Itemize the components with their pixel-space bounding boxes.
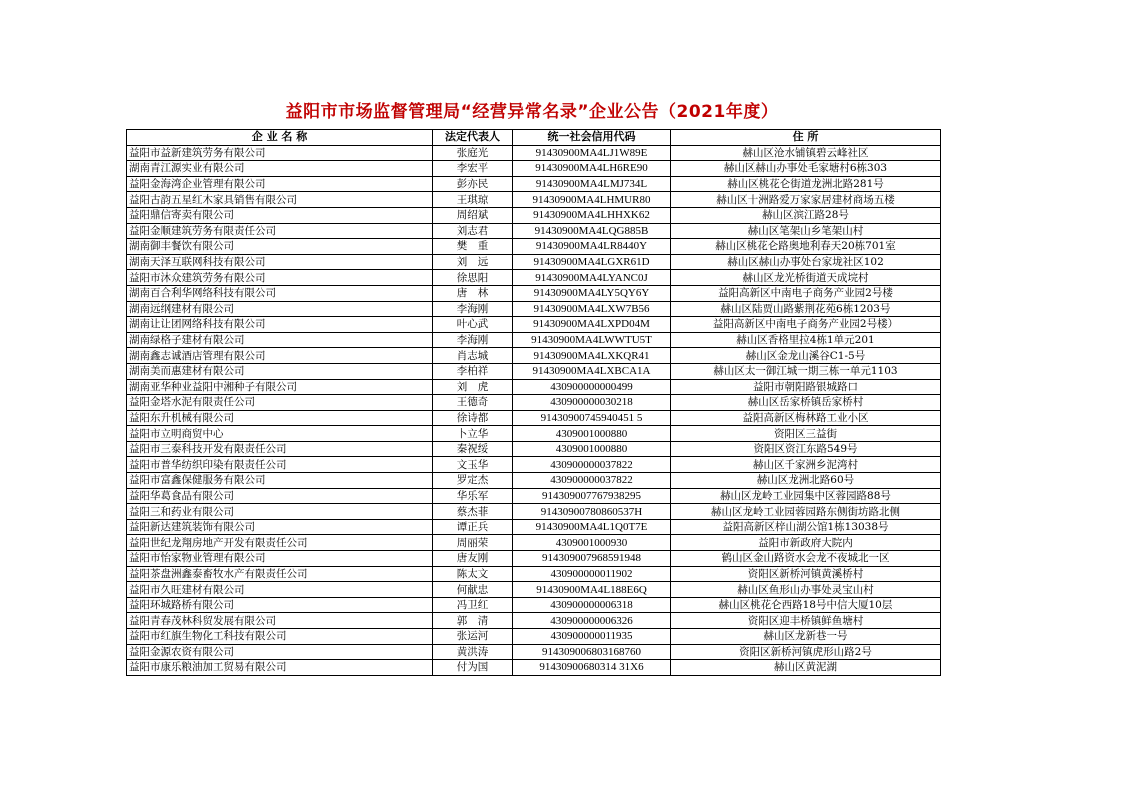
- cell-enterprise-name: 湖南美而惠建材有限公司: [127, 363, 433, 379]
- header-address: 住 所: [671, 130, 941, 146]
- cell-enterprise-name: 益阳市益新建筑劳务有限公司: [127, 145, 433, 161]
- cell-legal-representative: 蔡杰菲: [433, 504, 513, 520]
- table-row: [127, 582, 941, 598]
- table-row: [127, 566, 941, 582]
- page-title: 益阳市市场监督管理局“经营异常名录”企业公告（2021年度）: [285, 102, 779, 122]
- cell-enterprise-name: 益阳环城路桥有限公司: [127, 597, 433, 613]
- table-row: [127, 363, 941, 379]
- cell-address: 益阳高新区中南电子商务产业园2号楼）: [671, 317, 941, 333]
- cell-credit-code: 91430900MA4LH6RE90: [513, 161, 671, 177]
- cell-credit-code: 430900000011902: [513, 566, 671, 582]
- cell-credit-code: 91430900MA4LJ1W89E: [513, 145, 671, 161]
- table-row: [127, 317, 941, 333]
- cell-enterprise-name: 益阳市怡家物业管理有限公司: [127, 551, 433, 567]
- table-row: [127, 379, 941, 395]
- cell-credit-code: 430900000030218: [513, 395, 671, 411]
- cell-credit-code: 91430900MA4LXBCA1A: [513, 363, 671, 379]
- cell-enterprise-name: 益阳东升机械有限公司: [127, 410, 433, 426]
- cell-enterprise-name: 益阳金顺建筑劳务有限责任公司: [127, 223, 433, 239]
- cell-address: 赫山区赫山办事处台家垅社区102: [671, 254, 941, 270]
- cell-credit-code: 914309007968591948: [513, 551, 671, 567]
- cell-legal-representative: 李海刚: [433, 301, 513, 317]
- cell-enterprise-name: 益阳新达建筑装饰有限公司: [127, 519, 433, 535]
- cell-address: 赫山区龙岭工业园蓉园路东侧街坊路北侧: [671, 504, 941, 520]
- cell-legal-representative: 唐友刚: [433, 551, 513, 567]
- table-row: [127, 535, 941, 551]
- table-row: [127, 473, 941, 489]
- cell-enterprise-name: 益阳古韵五星红木家具销售有限公司: [127, 192, 433, 208]
- cell-credit-code: 91430900MA4LWWTU5T: [513, 332, 671, 348]
- cell-legal-representative: 华乐军: [433, 488, 513, 504]
- cell-address: 资阳区新桥河镇黄溪桥村: [671, 566, 941, 582]
- cell-enterprise-name: 益阳世纪龙翔房地产开发有限责任公司: [127, 535, 433, 551]
- cell-enterprise-name: 益阳青春茂林科贸发展有限公司: [127, 613, 433, 629]
- header-legal-representative: 法定代表人: [433, 130, 513, 146]
- cell-address: 益阳高新区中南电子商务产业园2号楼: [671, 285, 941, 301]
- cell-address: 赫山区香格里拉4栋1单元201: [671, 332, 941, 348]
- cell-legal-representative: 冯卫红: [433, 597, 513, 613]
- table-row: [127, 597, 941, 613]
- table-row: [127, 348, 941, 364]
- table-row: [127, 176, 941, 192]
- table-row: [127, 207, 941, 223]
- cell-legal-representative: 卜立华: [433, 426, 513, 442]
- cell-address: 赫山区龙岭工业园集中区蓉园路88号: [671, 488, 941, 504]
- table-row: [127, 395, 941, 411]
- table-row: [127, 644, 941, 660]
- cell-enterprise-name: 益阳市沐众建筑劳务有限公司: [127, 270, 433, 286]
- cell-credit-code: 91430900MA4LHMUR80: [513, 192, 671, 208]
- cell-credit-code: 91430900780860537H: [513, 504, 671, 520]
- table-row: [127, 161, 941, 177]
- cell-address: 资阳区新桥河镇虎形山路2号: [671, 644, 941, 660]
- table-row: [127, 613, 941, 629]
- cell-legal-representative: 张庭光: [433, 145, 513, 161]
- table-row: [127, 254, 941, 270]
- cell-legal-representative: 肖志城: [433, 348, 513, 364]
- cell-legal-representative: 文玉华: [433, 457, 513, 473]
- cell-address: 资阳区迎丰桥镇鲜鱼塘村: [671, 613, 941, 629]
- table-row: [127, 457, 941, 473]
- cell-credit-code: 4309001000930: [513, 535, 671, 551]
- cell-address: 赫山区滨江路28号: [671, 207, 941, 223]
- table-row: [127, 629, 941, 645]
- table-row: [127, 145, 941, 161]
- cell-credit-code: 91430900MA4LR8440Y: [513, 239, 671, 255]
- cell-legal-representative: 李宏平: [433, 161, 513, 177]
- cell-legal-representative: 罗定杰: [433, 473, 513, 489]
- cell-legal-representative: 叶心武: [433, 317, 513, 333]
- cell-address: 赫山区桃花仑路奥地利春天20栋701室: [671, 239, 941, 255]
- cell-enterprise-name: 益阳市三泰科技开发有限责任公司: [127, 441, 433, 457]
- table-row: [127, 519, 941, 535]
- cell-address: 益阳市新政府大院内: [671, 535, 941, 551]
- cell-credit-code: 91430900MA4LY5QY6Y: [513, 285, 671, 301]
- cell-legal-representative: 徐思阳: [433, 270, 513, 286]
- cell-credit-code: 91430900745940451 5: [513, 410, 671, 426]
- cell-enterprise-name: 益阳市富鑫保健服务有限公司: [127, 473, 433, 489]
- cell-address: 赫山区太一御江城一期三栋一单元1103: [671, 363, 941, 379]
- cell-address: 赫山区陆贾山路紫荆花苑6栋1203号: [671, 301, 941, 317]
- cell-credit-code: 91430900MA4LYANC0J: [513, 270, 671, 286]
- table-row: [127, 301, 941, 317]
- cell-enterprise-name: 益阳市普华纺织印染有限责任公司: [127, 457, 433, 473]
- cell-enterprise-name: 益阳市久旺建材有限公司: [127, 582, 433, 598]
- cell-legal-representative: 郭 清: [433, 613, 513, 629]
- cell-legal-representative: 李海刚: [433, 332, 513, 348]
- cell-enterprise-name: 湖南远纲建材有限公司: [127, 301, 433, 317]
- cell-enterprise-name: 益阳金海湾企业管理有限公司: [127, 176, 433, 192]
- cell-legal-representative: 秦祝绥: [433, 441, 513, 457]
- cell-credit-code: 430900000011935: [513, 629, 671, 645]
- cell-address: 赫山区岳家桥镇岳家桥村: [671, 395, 941, 411]
- table-row: [127, 332, 941, 348]
- cell-credit-code: 430900000000499: [513, 379, 671, 395]
- cell-address: 赫山区十洲路爱万家家居建材商场五楼: [671, 192, 941, 208]
- cell-credit-code: 430900000006318: [513, 597, 671, 613]
- cell-legal-representative: 王德奇: [433, 395, 513, 411]
- cell-legal-representative: 刘志君: [433, 223, 513, 239]
- cell-legal-representative: 刘 虎: [433, 379, 513, 395]
- cell-enterprise-name: 湖南让让团网络科技有限公司: [127, 317, 433, 333]
- cell-enterprise-name: 湖南百合利华网络科技有限公司: [127, 285, 433, 301]
- cell-address: 赫山区金龙山溪谷C1-5号: [671, 348, 941, 364]
- cell-address: 赫山区沧水铺镇碧云峰社区: [671, 145, 941, 161]
- cell-address: 赫山区龙新巷一号: [671, 629, 941, 645]
- cell-credit-code: 91430900MA4LXPD04M: [513, 317, 671, 333]
- cell-credit-code: 430900000037822: [513, 473, 671, 489]
- table-row: [127, 285, 941, 301]
- cell-enterprise-name: 湖南御丰餐饮有限公司: [127, 239, 433, 255]
- cell-address: 赫山区千家洲乡泥湾村: [671, 457, 941, 473]
- cell-enterprise-name: 湖南亚华种业益阳中湘种子有限公司: [127, 379, 433, 395]
- cell-credit-code: 430900000006326: [513, 613, 671, 629]
- cell-legal-representative: 周绍斌: [433, 207, 513, 223]
- cell-credit-code: 91430900680314 31X6: [513, 660, 671, 676]
- cell-enterprise-name: 益阳市红旗生物化工科技有限公司: [127, 629, 433, 645]
- table-row: [127, 270, 941, 286]
- table-row: [127, 239, 941, 255]
- cell-enterprise-name: 益阳三和药业有限公司: [127, 504, 433, 520]
- cell-enterprise-name: 湖南绿格子建材有限公司: [127, 332, 433, 348]
- cell-legal-representative: 付为国: [433, 660, 513, 676]
- cell-address: 益阳高新区梅林路工业小区: [671, 410, 941, 426]
- table-row: [127, 660, 941, 676]
- cell-address: 益阳市朝阳路银城路口: [671, 379, 941, 395]
- cell-credit-code: 91430900MA4L1Q0T7E: [513, 519, 671, 535]
- cell-address: 赫山区龙洲北路60号: [671, 473, 941, 489]
- cell-credit-code: 91430900MA4LXKQR41: [513, 348, 671, 364]
- table-row: [127, 488, 941, 504]
- table-row: [127, 551, 941, 567]
- cell-address: 赫山区桃花仑街道龙洲北路281号: [671, 176, 941, 192]
- cell-credit-code: 91430900MA4L188E6Q: [513, 582, 671, 598]
- cell-address: 赫山区黄泥湖: [671, 660, 941, 676]
- cell-legal-representative: 黄洪涛: [433, 644, 513, 660]
- table-row: [127, 426, 941, 442]
- header-credit-code: 统一社会信用代码: [513, 130, 671, 146]
- cell-address: 资阳区三益街: [671, 426, 941, 442]
- cell-legal-representative: 王琪琼: [433, 192, 513, 208]
- cell-credit-code: 91430900MA4LQG885B: [513, 223, 671, 239]
- cell-legal-representative: 樊 重: [433, 239, 513, 255]
- cell-enterprise-name: 益阳市康乐粮油加工贸易有限公司: [127, 660, 433, 676]
- cell-enterprise-name: 益阳市立明商贸中心: [127, 426, 433, 442]
- header-enterprise-name: 企 业 名 称: [127, 130, 433, 146]
- cell-legal-representative: 陈太文: [433, 566, 513, 582]
- cell-address: 赫山区笔架山乡笔架山村: [671, 223, 941, 239]
- cell-address: 赫山区鱼形山办事处灵宝山村: [671, 582, 941, 598]
- cell-legal-representative: 徐诗都: [433, 410, 513, 426]
- cell-address: 鹤山区金山路资水会龙不夜城北一区: [671, 551, 941, 567]
- cell-legal-representative: 何献忠: [433, 582, 513, 598]
- cell-credit-code: 4309001000880: [513, 426, 671, 442]
- table-row: [127, 223, 941, 239]
- cell-address: 益阳高新区梓山湖公馆1栋13038号: [671, 519, 941, 535]
- table-row: [127, 441, 941, 457]
- table-header-row: [127, 130, 941, 146]
- cell-legal-representative: 刘 远: [433, 254, 513, 270]
- cell-address: 赫山区龙光桥街道天成垸村: [671, 270, 941, 286]
- cell-credit-code: 91430900MA4LHHXK62: [513, 207, 671, 223]
- cell-legal-representative: 周丽荣: [433, 535, 513, 551]
- cell-enterprise-name: 益阳金塔水泥有限责任公司: [127, 395, 433, 411]
- cell-enterprise-name: 益阳茶盘洲鑫泰畜牧水产有限责任公司: [127, 566, 433, 582]
- table-row: [127, 410, 941, 426]
- cell-enterprise-name: 湖南鑫志诚酒店管理有限公司: [127, 348, 433, 364]
- cell-address: 资阳区资江东路549号: [671, 441, 941, 457]
- cell-credit-code: 4309001000880: [513, 441, 671, 457]
- cell-legal-representative: 张运河: [433, 629, 513, 645]
- cell-address: 赫山区赫山办事处毛家塘村6栋303: [671, 161, 941, 177]
- cell-credit-code: 914309007767938295: [513, 488, 671, 504]
- cell-credit-code: 91430900MA4LMJ734L: [513, 176, 671, 192]
- cell-legal-representative: 唐 林: [433, 285, 513, 301]
- cell-enterprise-name: 益阳鼎信寄卖有限公司: [127, 207, 433, 223]
- enterprise-table: [126, 129, 941, 676]
- cell-enterprise-name: 湖南天泽互联网科技有限公司: [127, 254, 433, 270]
- cell-credit-code: 91430900MA4LXW7B56: [513, 301, 671, 317]
- cell-credit-code: 430900000037822: [513, 457, 671, 473]
- table-row: [127, 192, 941, 208]
- cell-enterprise-name: 益阳华葛食品有限公司: [127, 488, 433, 504]
- cell-credit-code: 91430900MA4LGXR61D: [513, 254, 671, 270]
- cell-enterprise-name: 益阳金源农资有限公司: [127, 644, 433, 660]
- cell-legal-representative: 彭亦民: [433, 176, 513, 192]
- cell-legal-representative: 李柏祥: [433, 363, 513, 379]
- cell-credit-code: 914309006803168760: [513, 644, 671, 660]
- cell-legal-representative: 谭正兵: [433, 519, 513, 535]
- cell-enterprise-name: 湖南青江源实业有限公司: [127, 161, 433, 177]
- cell-address: 赫山区桃花仑西路18号中信大厦10层: [671, 597, 941, 613]
- table-row: [127, 504, 941, 520]
